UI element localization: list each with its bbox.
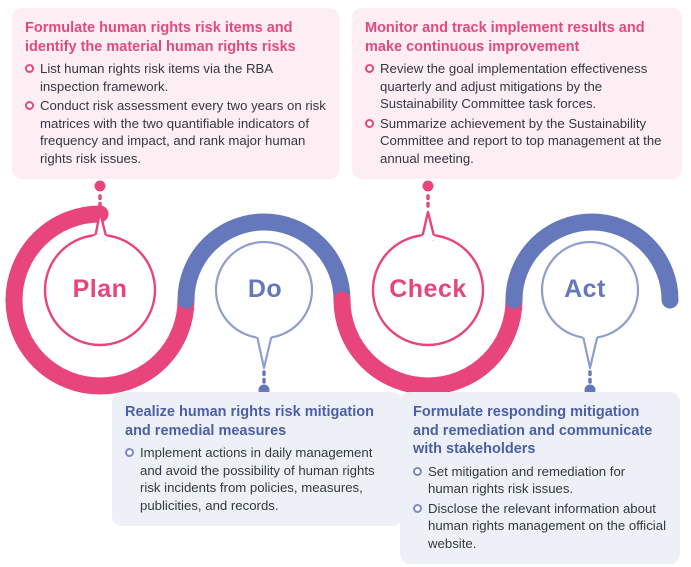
list-item	[125, 444, 389, 514]
phase-label-do: Do	[247, 275, 283, 303]
list-item-text: Implement actions in daily management and avoid the possibility of human rights risk incidents from policies, measures, publicities, and records.	[140, 445, 375, 513]
list-item	[25, 60, 326, 95]
bullet-icon	[413, 504, 422, 513]
list-item-text: Summarize achievement by the Sustainability Committee and report to top management at the annual meeting.	[380, 115, 662, 166]
callout-check	[352, 8, 682, 179]
callout-act-heading: Formulate responding mitigation and remediation and communicate with stakeholders	[413, 404, 653, 458]
phase-label-plan: Plan	[72, 275, 128, 303]
bullet-icon	[125, 448, 134, 457]
bullet-icon	[25, 101, 34, 110]
callout-plan	[12, 8, 339, 179]
callout-check-heading: Monitor and track implement results and make continuous improvement	[365, 20, 645, 55]
bullet-icon	[25, 64, 34, 73]
callout-act-list	[413, 463, 667, 553]
callout-plan-list	[25, 60, 326, 167]
list-item-text: Review the goal implementation effectiveness quarterly and adjust mitigations by the Sustainability Committee task forces.	[380, 61, 648, 112]
phase-label-check: Check	[389, 275, 467, 303]
plan-connector-dot	[95, 181, 106, 192]
act-pointer	[583, 334, 598, 368]
act-pointer-mask	[581, 332, 600, 337]
phase-label-act: Act	[564, 275, 606, 303]
callout-check-list	[365, 60, 669, 167]
callout-act	[400, 392, 680, 564]
bullet-icon	[365, 119, 374, 128]
do-pointer	[257, 334, 272, 368]
list-item	[25, 97, 326, 167]
bullet-icon	[365, 64, 374, 73]
list-item	[413, 500, 667, 553]
callout-plan-heading: Formulate human rights risk items and identify the material human rights risks	[25, 20, 296, 55]
list-item-text: List human rights risk items via the RBA inspection framework.	[40, 61, 273, 94]
list-item-text: Disclose the relevant information about human rights management on the official website.	[428, 500, 667, 551]
callout-do-list	[125, 444, 389, 514]
list-item	[365, 115, 669, 168]
list-item-text: Conduct risk assessment every two years on risk matrices with the two quantifiable indicators of frequency and impact, and rank major human rights risk issues.	[40, 98, 326, 166]
list-item-text: Set mitigation and remediation for human rights risk issues.	[428, 463, 626, 497]
bullet-icon	[413, 467, 422, 476]
list-item	[413, 463, 667, 498]
do-pointer-mask	[255, 332, 274, 337]
check-connector-dot	[423, 181, 434, 192]
callout-do-heading: Realize human rights risk mitigation and remedial measures	[125, 404, 374, 439]
callout-do	[112, 392, 402, 526]
list-item	[365, 60, 669, 113]
